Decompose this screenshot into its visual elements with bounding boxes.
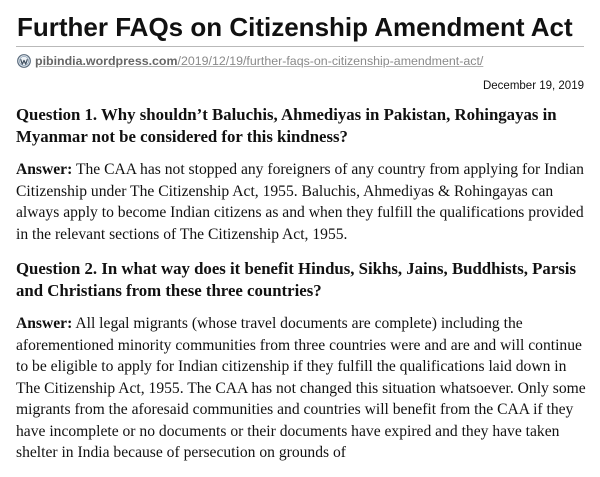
wordpress-favicon-icon <box>17 54 31 68</box>
article-title: Further FAQs on Citizenship Amendment Act <box>17 12 573 42</box>
answer-1 <box>16 159 588 245</box>
question-1: Question 1. Why shouldn’t Baluchis, Ahmediyas in Pakistan, Rohingayas in Myanmar not be considered for this kindness? <box>16 105 557 146</box>
answer-label: Answer: <box>16 161 73 178</box>
title-divider <box>16 46 584 47</box>
publish-date: December 19, 2019 <box>482 80 584 92</box>
article-body <box>16 104 588 477</box>
answer-2-text: All legal migrants (whose travel documents are complete) including the aforementioned minority communities from three countries were and are and will continue to be eligible to apply for Indian citizenship if they fulfill the qualifications laid down in The Citizenship Act, 1955. The CAA has not changed this situation whatsoever. Only some migrants from the aforesaid communities and countries will benefit from the CAA if they have incomplete or no documents or their documents have expired and they have taken shelter in India because of persecution on grounds of <box>16 315 586 461</box>
source-line <box>17 52 483 70</box>
answer-label: Answer: <box>16 315 73 332</box>
source-link[interactable] <box>35 54 483 68</box>
source-domain: pibindia.wordpress.com <box>35 54 178 68</box>
question-2: Question 2. In what way does it benefit Hindus, Sikhs, Jains, Buddhists, Parsis and Christians from these three countries? <box>16 259 576 300</box>
answer-2 <box>16 313 588 464</box>
source-path: /2019/12/19/further-faqs-on-citizenship-amendment-act/ <box>177 54 484 68</box>
answer-1-text: The CAA has not stopped any foreigners of any country from applying for Indian Citizenship under The Citizenship Act, 1955. Baluchis, Ahmediyas & Rohingayas can always apply to become Indian citizens as and when they fulfill the qualifications provided in the relevant sections of The Citizenship Act, 1955. <box>16 161 584 243</box>
